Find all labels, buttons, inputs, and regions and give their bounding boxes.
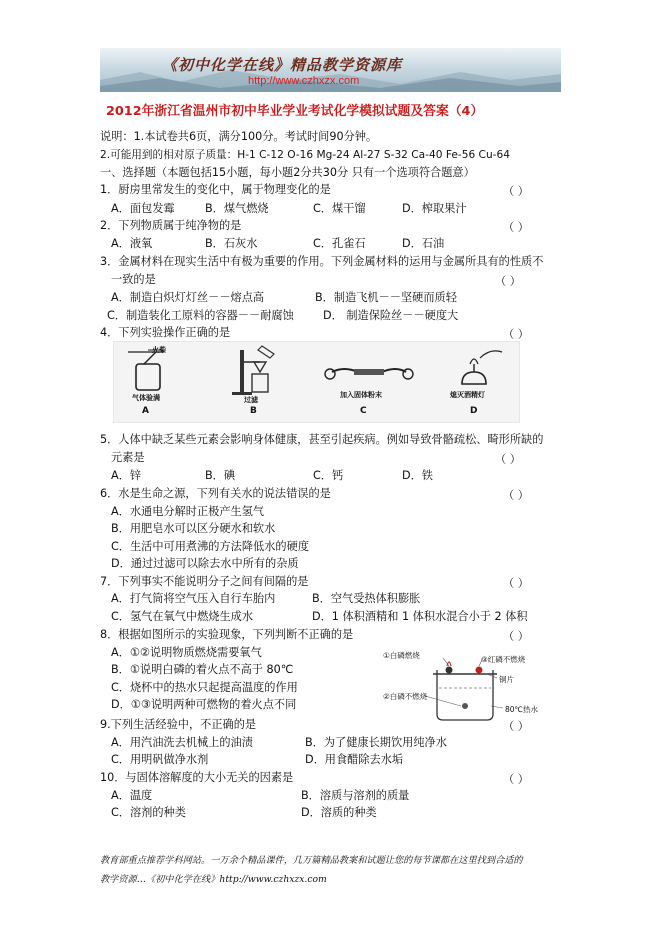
q10-option-d[interactable]: D．溶质的种类: [301, 806, 377, 819]
answer-blank-5[interactable]: （ ）: [495, 453, 521, 466]
answer-blank-1[interactable]: （ ）: [503, 185, 529, 198]
q5-option-b[interactable]: B．碘: [205, 469, 236, 482]
q4-fig-label-b: B: [250, 406, 257, 416]
q8-option-d[interactable]: D．①③说明两种可燃物的着火点不同: [111, 698, 297, 711]
q8-option-a[interactable]: A．①②说明物质燃烧需要氧气: [111, 646, 262, 659]
q7-option-d[interactable]: D．1 体积酒精和 1 体积水混合小于 2 体积: [312, 610, 528, 623]
q10-option-a[interactable]: A．温度: [111, 789, 153, 802]
page-title: 2012年浙江省温州市初中毕业学业考试化学模拟试题及答案（4）: [106, 104, 484, 119]
answer-blank-4[interactable]: （ ）: [503, 328, 529, 341]
q2-option-d[interactable]: D．石油: [402, 237, 445, 250]
answer-blank-2[interactable]: （ ）: [503, 221, 529, 234]
question-4-stem: 4．下列实验操作正确的是: [100, 326, 231, 339]
question-5-stem: 5．人体中缺乏某些元素会影响身体健康，甚至引起疾病。例如导致骨骼疏松、畸形所缺的: [100, 433, 544, 446]
question-6-stem: 6．水是生命之源，下列有关水的说法错误的是: [100, 487, 331, 500]
q8-option-b[interactable]: B．①说明白磷的着火点不高于 80℃: [111, 663, 294, 676]
q8-option-c[interactable]: C．烧杯中的热水只起提高温度的作用: [111, 681, 298, 694]
q1-option-a[interactable]: A．面包发霉: [111, 202, 175, 215]
q3-option-a[interactable]: A．制造白炽灯灯丝－－熔点高: [111, 291, 265, 304]
footer-line-1: 教育部重点推荐学科网站。一万余个精品课件，几万篇精品教案和试题让您的每节课都在这里找到合适的: [100, 855, 523, 866]
q4-fig-label-a: A: [142, 406, 149, 416]
q4-fig-fire-label: 火柴: [152, 346, 166, 354]
header-banner: [100, 48, 561, 92]
q3-option-c[interactable]: C．制造装化工原料的容器－－耐腐蚀: [107, 309, 294, 322]
q4-fig-label-d: D: [470, 406, 478, 416]
q4-fig-label-c: C: [360, 406, 367, 416]
question-2-stem: 2．下列物质属于纯净物的是: [100, 219, 242, 232]
answer-blank-8[interactable]: （ ）: [503, 630, 529, 643]
answer-blank-10[interactable]: （ ）: [503, 773, 529, 786]
q9-option-c[interactable]: C．用明矾做净水剂: [111, 753, 209, 766]
q4-figure: [113, 341, 520, 423]
q7-option-c[interactable]: C．氢气在氧气中燃烧生成水: [111, 610, 254, 623]
q2-option-c[interactable]: C．孔雀石: [313, 237, 366, 250]
intro-line-1: 说明：1.本试卷共6页，满分100分。考试时间90分钟。: [100, 130, 378, 143]
question-5-stem-cont: 元素是: [111, 451, 145, 464]
q9-option-a[interactable]: A．用汽油洗去机械上的油渍: [111, 736, 253, 749]
answer-blank-9[interactable]: （ ）: [503, 720, 529, 733]
q8-fig-label-copper: 铜片: [499, 675, 514, 684]
banner-url[interactable]: http://www.czhxzx.com: [248, 75, 360, 87]
q5-option-a[interactable]: A．锌: [111, 469, 142, 482]
q3-option-b[interactable]: B．制造飞机－－坚硬而质轻: [315, 291, 457, 304]
question-10-stem: 10．与固体溶解度的大小无关的因素是: [100, 771, 294, 784]
q8-fig-label-1: ①白磷燃烧: [383, 651, 420, 660]
question-3-stem-cont: 一致的是: [111, 273, 156, 286]
section-heading: 一、选择题（本题包括15小题，每小题2分共30分 只有一个选项符合题意）: [100, 166, 475, 179]
intro-line-2: 2.可能用到的相对原子质量：H-1 C-12 O-16 Mg-24 Al-27 S-32 Ca-40 Fe-56 Cu-64: [100, 149, 510, 161]
q1-option-d[interactable]: D．榨取果汁: [402, 202, 467, 215]
q5-option-d[interactable]: D．铁: [402, 469, 433, 482]
q4-fig-caption-b: 过滤: [244, 396, 258, 404]
q8-fig-label-3: ③红磷不燃烧: [481, 655, 526, 664]
q6-option-c[interactable]: C．生活中可用煮沸的方法降低水的硬度: [111, 540, 310, 553]
answer-blank-6[interactable]: （ ）: [503, 489, 529, 502]
footer-line-2: 教学资源…《初中化学在线》http://www.czhxzx.com: [100, 874, 327, 885]
answer-blank-3[interactable]: （ ）: [495, 275, 521, 288]
q6-option-a[interactable]: A．水通电分解时正极产生氢气: [111, 505, 265, 518]
q4-fig-caption-a: 气体验满: [132, 394, 160, 402]
question-3-stem: 3．金属材料在现实生活中有极为重要的作用。下列金属材料的运用与金属所具有的性质不: [100, 255, 544, 268]
q6-option-b[interactable]: B．用肥皂水可以区分硬水和软水: [111, 522, 276, 535]
q7-option-a[interactable]: A．打气筒将空气压入自行车胎内: [111, 592, 276, 605]
q9-option-d[interactable]: D．用食醋除去水垢: [305, 753, 404, 766]
banner-title: 《初中化学在线》精品教学资源库: [162, 56, 403, 74]
question-7-stem: 7．下列事实不能说明分子之间有间隔的是: [100, 575, 309, 588]
lab-operations-illustration-icon: [114, 342, 519, 422]
question-8-stem: 8．根据如图所示的实验现象，下列判断不正确的是: [100, 628, 354, 641]
q8-fig-label-water: 80℃热水: [505, 705, 538, 714]
q4-fig-caption-c: 加入固体粉末: [340, 391, 382, 399]
q1-option-c[interactable]: C．煤干馏: [313, 202, 366, 215]
answer-blank-7[interactable]: （ ）: [503, 577, 529, 590]
q1-option-b[interactable]: B．煤气燃烧: [205, 202, 269, 215]
q3-option-d[interactable]: D． 制造保险丝－－硬度大: [323, 309, 459, 322]
question-9-stem: 9.下列生活经验中，不正确的是: [100, 718, 257, 731]
q10-option-c[interactable]: C．溶剂的种类: [111, 806, 186, 819]
q2-option-a[interactable]: A．液氧: [111, 237, 153, 250]
q4-fig-caption-d: 熄灭酒精灯: [450, 391, 485, 399]
q9-option-b[interactable]: B．为了健康长期饮用纯净水: [305, 736, 447, 749]
q5-option-c[interactable]: C．钙: [313, 469, 344, 482]
q8-figure: [383, 650, 553, 722]
q8-fig-label-2: ②白磷不燃烧: [383, 692, 428, 701]
q6-option-d[interactable]: D．通过过滤可以除去水中所有的杂质: [111, 557, 299, 570]
q2-option-b[interactable]: B．石灰水: [205, 237, 258, 250]
q7-option-b[interactable]: B．空气受热体积膨胀: [312, 592, 421, 605]
q10-option-b[interactable]: B．溶质与溶剂的质量: [301, 789, 410, 802]
question-1-stem: 1．厨房里常发生的变化中，属于物理变化的是: [100, 183, 331, 196]
